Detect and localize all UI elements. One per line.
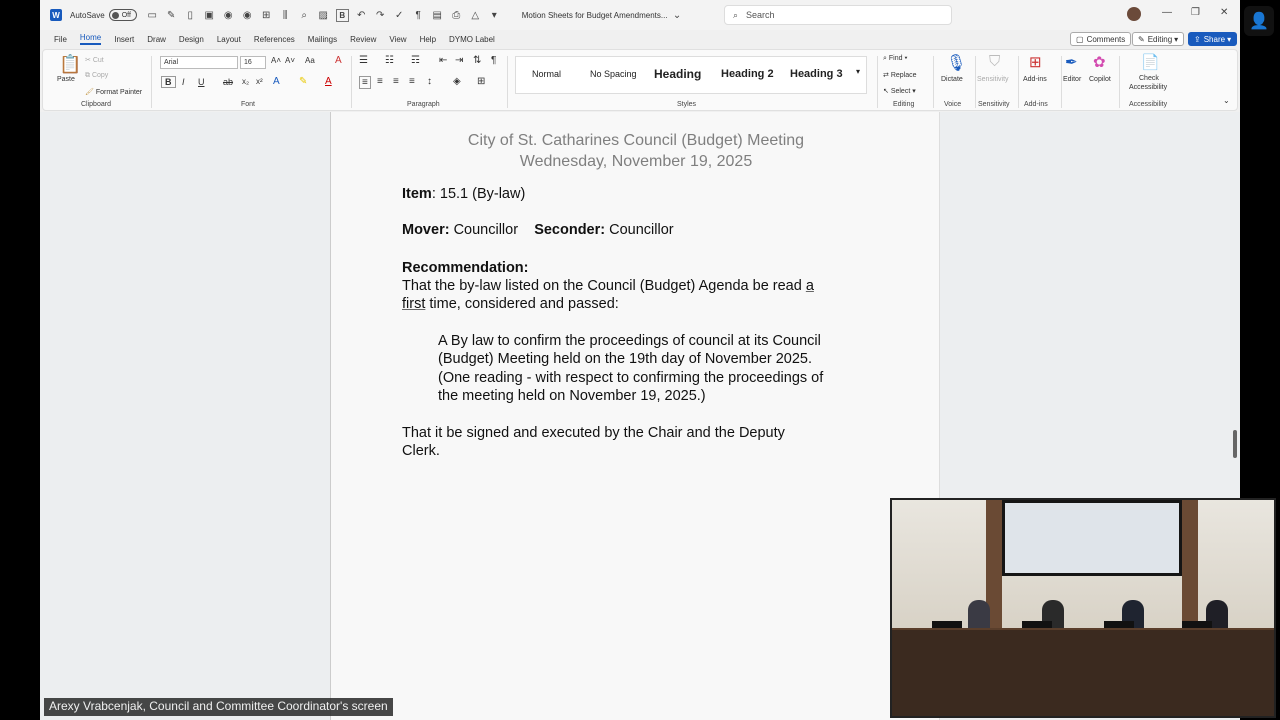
style-heading-3[interactable]: Heading 3 [790, 68, 843, 80]
table-icon[interactable]: ⊞ [262, 9, 271, 21]
tab-view[interactable]: View [389, 34, 407, 44]
style-normal[interactable]: Normal [532, 69, 562, 79]
document-title[interactable]: Motion Sheets for Budget Amendments... [521, 10, 668, 20]
styles-group-label: Styles [677, 101, 697, 108]
separator [151, 56, 152, 108]
pencil-icon: ✎ [1138, 34, 1145, 44]
align-center-icon[interactable]: ≡ [377, 76, 383, 87]
separator [1119, 56, 1120, 108]
cut-label: Cut [92, 57, 104, 64]
styles-more-icon[interactable]: ▾ [856, 67, 861, 76]
pilcrow-qat-icon[interactable]: ¶ [415, 9, 421, 21]
recommendation-line-1 [402, 278, 814, 294]
menu-bar [40, 30, 1240, 48]
signed-line-2: Clerk. [402, 443, 440, 459]
decrease-indent-icon[interactable]: ⇤ [439, 55, 448, 66]
select-button[interactable]: ↖ Select ▾ [883, 88, 916, 95]
numbering-icon[interactable]: ☷ [385, 55, 394, 66]
share-icon: ⇪ [1194, 34, 1201, 44]
image-icon[interactable]: ▨ [318, 9, 328, 21]
toggle-knob [112, 12, 119, 19]
subscript-icon[interactable]: x₂ [242, 77, 250, 86]
ink-icon[interactable]: ✎ [167, 9, 176, 21]
tab-layout[interactable]: Layout [216, 34, 241, 44]
format-painter-label: Format Painter [95, 89, 143, 96]
item-line [402, 186, 525, 202]
format-painter-button[interactable] [85, 88, 142, 96]
autosave-toggle[interactable] [109, 9, 137, 21]
change-case-icon[interactable]: Aa [305, 56, 315, 65]
sensitivity-group-label: Sensitivity [978, 101, 1010, 108]
item-label: Item [402, 186, 432, 202]
find-icon[interactable]: ⌕ [301, 9, 307, 21]
font-group-label: Font [241, 101, 256, 108]
copy-label: Copy [91, 72, 109, 79]
replace-button[interactable]: ⇄ Replace [883, 72, 917, 79]
redo-icon[interactable]: ↷ [376, 9, 385, 21]
meeting-date: Wednesday, November 19, 2025 [519, 153, 753, 170]
comment-icon: ▢ [1076, 34, 1084, 44]
font-size-select[interactable] [240, 56, 266, 69]
chevron-down-icon: ▾ [1227, 34, 1232, 44]
styles-gallery [515, 56, 867, 94]
separator [933, 56, 934, 108]
restore-icon[interactable]: ❐ [1191, 7, 1200, 18]
recommendation-label: Recommendation: [402, 260, 529, 276]
council-desk [892, 630, 1276, 718]
sensitivity-button[interactable]: Sensitivity [977, 76, 1009, 83]
replace-label: Replace [890, 72, 917, 79]
autosave-label: AutoSave [70, 10, 105, 20]
search-icon: ⌕ [733, 9, 739, 20]
bylaw-line-4: the meeting held on November 19, 2025.) [438, 388, 706, 404]
accessibility-group-label: Accessibility [1129, 101, 1168, 108]
bylaw-line-2: (Budget) Meeting held on the 19th day of November 2025. [438, 351, 813, 367]
bylaw-line-3: (One reading - with respect to confirming the proceedings of [438, 370, 824, 386]
bold-icon[interactable]: B [161, 76, 176, 88]
comments-label: Comments [1086, 34, 1126, 44]
editing-mode-button[interactable] [1132, 32, 1184, 46]
separator [1018, 56, 1019, 108]
dictate-button[interactable]: Dictate [941, 76, 963, 83]
undo-icon[interactable]: ↶ [357, 9, 366, 21]
search-placeholder: Search [746, 10, 775, 20]
mover-line [402, 222, 674, 238]
font-color-icon[interactable]: A [325, 76, 332, 87]
tab-help[interactable]: Help [419, 34, 437, 44]
participants-icon[interactable]: 👤 [1244, 6, 1274, 36]
editing-group-label: Editing [893, 101, 915, 108]
autosave-state: Off [121, 11, 131, 19]
screen-share-caption: Arexy Vrabcenjak, Council and Committee Coordinator's screen [44, 698, 393, 716]
tab-design[interactable]: Design [178, 34, 204, 44]
font-size-value: 16 [244, 59, 252, 66]
line-spacing-icon[interactable]: ↕ [427, 76, 432, 87]
tab-dymo-label[interactable]: DYMO Label [449, 34, 495, 44]
find-button[interactable]: ⌕ Find ▾ [883, 55, 908, 62]
check-accessibility-line1[interactable]: Check [1139, 75, 1159, 82]
customize-qat-icon[interactable]: ▾ [491, 9, 497, 21]
rec-line1-underlined: a [805, 278, 814, 294]
meeting-title: City of St. Catharines Council (Budget) Meeting [467, 132, 805, 149]
sensitivity-icon[interactable]: ⛉ [989, 53, 1001, 70]
grow-font-icon[interactable]: A˄ [271, 56, 282, 65]
text-effects-icon[interactable]: A [273, 76, 280, 87]
avatar[interactable] [1127, 7, 1141, 21]
circle-icon[interactable]: ◉ [223, 9, 233, 21]
superscript-icon[interactable]: x² [256, 77, 263, 86]
paste-button[interactable]: Paste [57, 76, 75, 83]
check-accessibility-line2[interactable]: Accessibility [1129, 84, 1168, 91]
microphone-icon[interactable]: 🎙 [946, 55, 967, 72]
close-icon[interactable]: ✕ [1220, 7, 1229, 18]
editing-label: Editing [1147, 34, 1173, 44]
rec-line2-underlined: first [402, 296, 426, 312]
style-no-spacing[interactable]: No Spacing [590, 69, 637, 79]
justify-icon[interactable]: ≡ [409, 76, 415, 87]
borders-icon[interactable]: ⊞ [477, 76, 486, 87]
folder-icon[interactable]: ▭ [147, 9, 157, 21]
save-icon[interactable]: ▣ [204, 9, 214, 21]
tab-draw[interactable]: Draw [147, 34, 166, 44]
strikethrough-icon[interactable]: ab [223, 77, 234, 87]
separator [877, 56, 878, 108]
meeting-video-pip [890, 498, 1276, 718]
rec-line2-text: time, considered and passed: [425, 296, 619, 312]
increase-indent-icon[interactable]: ⇥ [455, 55, 464, 66]
mover-label: Mover: [402, 222, 450, 238]
align-right-icon[interactable]: ≡ [393, 76, 399, 87]
separator [975, 56, 976, 108]
clear-format-icon[interactable]: A [335, 55, 342, 66]
copilot-icon[interactable]: ✿ [1093, 54, 1106, 71]
rec-line1-text: That the by-law listed on the Council (Budget) Agenda be read [402, 278, 806, 294]
multilevel-list-icon[interactable]: ☶ [411, 55, 420, 66]
tab-home[interactable]: Home [80, 33, 101, 45]
cut-button[interactable]: ✂ Cut [85, 57, 104, 64]
chevron-down-icon[interactable]: ⌄ [672, 9, 682, 21]
addins-icon[interactable]: ⊞ [1029, 54, 1042, 71]
share-label: Share [1203, 34, 1226, 44]
align-left-icon[interactable]: ≡ [359, 76, 371, 89]
addins-button[interactable]: Add-ins [1023, 76, 1047, 83]
shading-icon[interactable]: ◈ [453, 76, 461, 87]
italic-icon[interactable]: I [182, 77, 185, 87]
shapes-icon[interactable]: △ [471, 9, 480, 21]
style-heading-2[interactable]: Heading 2 [721, 68, 774, 80]
tab-file[interactable]: File [54, 34, 67, 44]
title-bar [40, 0, 1240, 30]
item-value: : 15.1 (By-law) [431, 186, 526, 202]
separator [507, 56, 508, 108]
search-box[interactable] [724, 5, 952, 25]
font-name-value: Arial [164, 59, 179, 66]
collapse-ribbon-icon[interactable]: ⌄ [1223, 96, 1230, 105]
word-logo-icon: W [50, 9, 62, 21]
circle-alt-icon[interactable]: ◉ [242, 9, 252, 21]
underline-icon[interactable]: U [198, 77, 205, 87]
share-button[interactable] [1188, 32, 1237, 46]
separator [351, 56, 352, 108]
recommendation-line-2 [402, 296, 619, 312]
copy-button[interactable]: ⧉ Copy [85, 72, 109, 79]
font-name-select[interactable] [160, 56, 238, 69]
comments-button[interactable] [1070, 32, 1131, 46]
chevron-down-icon: ▾ [1174, 34, 1179, 44]
seconder-value: Councillor [609, 222, 674, 238]
find-label: Find [888, 55, 903, 62]
editor-button[interactable]: Editor [1063, 76, 1082, 83]
addins-group-label: Add-ins [1024, 101, 1048, 108]
scroll-thumb[interactable] [1233, 430, 1237, 458]
bylaw-line-1: A By law to confirm the proceedings of council at its Council [438, 333, 821, 349]
clipboard-group-label: Clipboard [81, 101, 111, 108]
brush-icon: 🖌 [85, 89, 94, 96]
separator [1061, 56, 1062, 108]
pilcrow-icon[interactable]: ¶ [491, 55, 497, 66]
columns-icon[interactable]: ⫼ [282, 9, 288, 21]
tab-references[interactable]: References [253, 34, 295, 44]
tab-mailings[interactable]: Mailings [307, 34, 338, 44]
page-icon[interactable]: ▯ [187, 9, 193, 21]
mover-value: Councillor [453, 222, 519, 238]
bullets-icon[interactable]: ☰ [359, 55, 368, 66]
minimize-icon[interactable]: — [1162, 7, 1172, 18]
spelling-icon[interactable]: ✓ [395, 9, 404, 21]
paragraph-group-label: Paragraph [407, 101, 440, 108]
editor-icon[interactable]: ✒ [1065, 54, 1078, 71]
chamber-projection-screen [1002, 500, 1182, 576]
signed-line-1: That it be signed and executed by the Chair and the Deputy [402, 425, 785, 441]
shrink-font-icon[interactable]: A˅ [285, 56, 296, 65]
voice-group-label: Voice [944, 101, 962, 108]
seconder-label: Seconder: [534, 222, 606, 238]
accessibility-icon[interactable]: 📄 [1141, 54, 1160, 71]
tab-review[interactable]: Review [350, 34, 377, 44]
wood-pillar [1182, 500, 1198, 630]
highlight-icon[interactable]: ✎ [299, 76, 308, 87]
print-icon[interactable]: ⎙ [452, 9, 461, 21]
paste-icon[interactable]: 📋 [59, 54, 82, 74]
document-page[interactable] [330, 112, 940, 720]
tab-insert[interactable]: Insert [114, 34, 135, 44]
bold-qat-icon[interactable]: B [336, 9, 349, 22]
form-icon[interactable]: ▤ [432, 9, 442, 21]
recommendation-heading [402, 260, 529, 276]
ribbon [42, 49, 1238, 111]
projection-content [1005, 503, 1179, 573]
select-label: Select [890, 88, 911, 95]
copilot-button[interactable]: Copilot [1089, 76, 1111, 83]
style-heading[interactable]: Heading [654, 67, 702, 81]
sort-icon[interactable]: ⇅ [473, 55, 482, 66]
